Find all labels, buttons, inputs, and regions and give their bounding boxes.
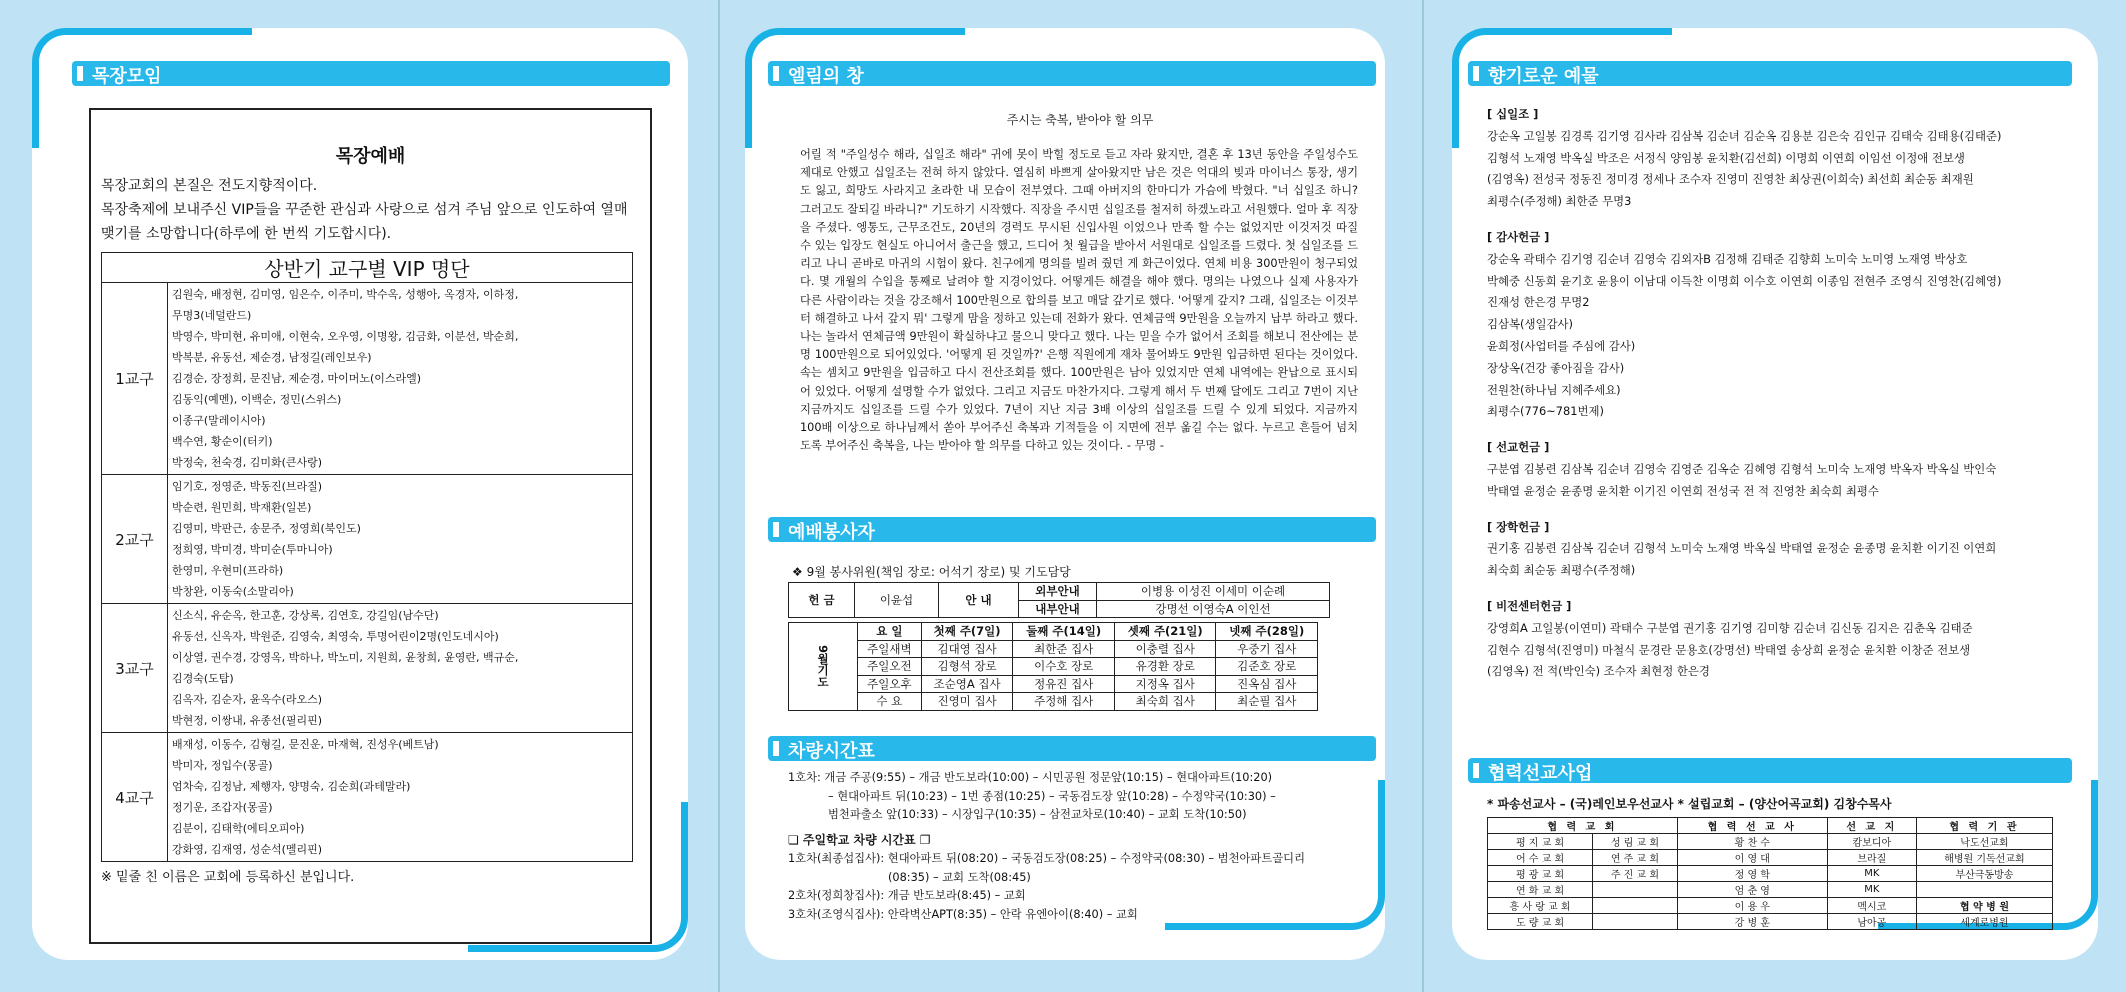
mission-cell: 낙도선교회: [1916, 834, 2052, 850]
mission-cell: 브라질: [1827, 850, 1916, 866]
offering-category-title: [ 감사헌금 ]: [1487, 229, 1550, 244]
offering-category-title: [ 선교헌금 ]: [1487, 440, 1550, 455]
vip-group-row: [102, 604, 633, 733]
mission-cell: 어 수 교 회: [1488, 850, 1593, 866]
section-header-service: 예배봉사자: [768, 517, 1376, 542]
mission-table: [1487, 817, 2053, 930]
mission-cell: 멕시코: [1827, 898, 1916, 914]
guide-inner-names: 강명선 이영숙A 이인선: [1097, 600, 1330, 618]
offering-names-line: 장상옥(건강 좋아짐을 감사): [1487, 360, 1625, 375]
prayer-cell: 수 요: [858, 693, 922, 711]
offering-names-line: 박혜중 신동희 윤기호 윤용이 이남대 이득찬 이명희 이수호 이연희 이종임 전현주 조영식 진영찬(김혜영): [1487, 273, 2002, 288]
prayer-cell: 주일오전: [858, 658, 922, 676]
offering-names-line: 강순옥 곽태수 김기영 김순녀 김영숙 김외자B 김정해 김태준 김향희 노미숙 노미영 노재영 박상호: [1487, 251, 1968, 266]
offering-list: [1487, 104, 2052, 683]
mission-cell: 도 량 교 회: [1488, 914, 1593, 930]
mission-cell: 연 주 교 회: [1593, 850, 1678, 866]
vip-names-line: 김경숙(도탐): [172, 672, 234, 685]
mission-cell: 황 찬 수: [1677, 834, 1827, 850]
essay-body: 어릴 적 "주일성수 해라, 십일조 해라" 귀에 못이 박힐 정도로 듣고 자라 왔지만, 결혼 후 13년 동안을 주일성수도 제대로 안했고 십일조는 전혀 하지 않았다. 열심히 바쁘게 살아왔지만 남은 것은 억대의 빚과 마이너스 통장, 생기도 잃고, 희망도 사라지고 초라한 내 모습이 전부였다. 그때 아버지의 한마디가 가슴에 박혔다. "너 십일조 하니? 그러고도 잘되길 바라니?" 기도하기 시작했다. 직장을 주시면 십일조를 철저히 하겠노라고 서원했다. 얼마 후 직장을 주셨다. 엥통도, 근무조건도, 20년의 경력도 무시된 신입사원 이었으나 만족 할 수는 없었지만 이것저것 따질 수 있는 입장도 현실도 아니어서 출근을 했고, 드디어 첫 월급을 받아서 서원대로 십일조를 드렸다. 첫 십일조를 드리고 나니 곧바로 마귀의 시험이 왔다. 친구에게 명의를 빌려 줬던 게 화근이었다. 연체 비용 300만원이 청구되었다. 몇 개월의 수입을 통째로 날려야 할 지경이었다. 어떻게든 해결을 해야 했다. 명의는 나였으나 실제 사용자가 다른 사람이라는 것을 강조해서 100만원으로 합의를 보고 매달 갚기로 했다. '어떻게 갚지? 그래, 십일조는 이것부터 해결하고 나서 갚지 뭐' 그렇게 맘을 정하고 있는데 전화가 왔다. 연체금액 9만원을 오늘까지 납부 하라고 했다. 나는 놀라서 연체금액 9만원이 확실하냐고 물으니 맞다고 했다. 나는 믿을 수가 없어서 조회를 해보니 전산에는 분명 100만원으로 되어있었다. '어떻게 된 것일까?' 은행 직원에게 재차 물어봐도 9만원 입금하면 된다는 것이었다. 속는 셈치고 9만원을 입금하고 다시 전산조회를 했다. 100만원은 남아 있었지만 연체 내역에는 완납으로 표시되어 있었다. 어떻게 설명할 수가 없었다. 그리고 지금도 마찬가지다. 그렇게 해서 두 번째 달에도 그리고 7번이 지난 지금까지도 십일조를 드릴 수가 있었다. 7년이 지난 지금 3배 이상의 십일조를 드릴 수 있게 되었다. 지금까지 100배 이상으로 하나님께서 쏟아 부어주신 축복과 기적들을 이 지면에 전부 옮길 수는 없다. 누르고 흔들어 넘치도록 부어주신 축복을, 나는 받아야 할 의무를 다하고 있는 것이다. - 무명 -: [800, 148, 1358, 453]
mission-cell: 캄보디아: [1827, 834, 1916, 850]
offering-names-line: 강영희A 고일봉(이연미) 곽태수 구분엽 권기홍 김기영 김미향 김순녀 김신동 김지은 김춘옥 김태준: [1487, 620, 1973, 635]
vip-names-line: 박복분, 유동선, 제순경, 남정길(레인보우): [172, 351, 372, 364]
offering-category-title: [ 장학헌금 ]: [1487, 519, 1550, 534]
fold-line-1: [718, 0, 720, 992]
guide-outer-label: 외부안내: [1019, 583, 1097, 601]
vip-names-line: 백수연, 황순이(터키): [172, 435, 273, 448]
vip-group-label: 3교구: [102, 604, 168, 733]
mission-cell: 남아공: [1827, 914, 1916, 930]
prayer-cell: 김대영 집사: [921, 640, 1013, 658]
prayer-cell: 최순필 집사: [1216, 693, 1318, 711]
vip-names-line: 박순련, 원민희, 박재환(일본): [172, 501, 312, 514]
vip-names-line: 박정숙, 천숙경, 김미화(큰사랑): [172, 456, 323, 469]
mission-cell: 세계로병원: [1916, 914, 2052, 930]
prayer-cell: 주일새벽: [858, 640, 922, 658]
vip-footnote: ※ 밑줄 친 이름은 교회에 등록하신 분입니다.: [101, 870, 355, 885]
mission-header-cell: 협 력 선 교 사: [1677, 818, 1827, 834]
mission-header-cell: 선 교 지: [1827, 818, 1916, 834]
vip-table-title: 상반기 교구별 VIP 명단: [102, 253, 633, 283]
prayer-cell: 김형석 장로: [921, 658, 1013, 676]
sunday-bus-heading: ❏ 주일학교 차량 시간표 ❐: [788, 832, 931, 847]
mission-cell: 엄 춘 영: [1677, 882, 1827, 898]
vip-names-line: 김영미, 박판근, 송문주, 정영희(북인도): [172, 522, 361, 535]
vip-names-line: 김원숙, 배정현, 김미영, 임은수, 이주미, 박수옥, 성행아, 옥경자, 이하정,: [172, 288, 519, 301]
vip-group-label: 2교구: [102, 475, 168, 604]
mission-header-cell: 협 력 기 관: [1916, 818, 2052, 834]
vip-names-line: 이상열, 권수경, 강영옥, 박하나, 박노미, 지원희, 윤창희, 윤영란, 백규순,: [172, 651, 519, 664]
vip-intro-2: 목장축제에 보내주신 VIP들을 꾸준한 관심과 사랑으로 섬겨 주님 앞으로 인도하여 열매 맺기를 소망합니다(하루에 한 번씩 기도합시다).: [101, 202, 628, 242]
offering-names-line: 김형석 노재영 박옥실 박조은 서정식 양임봉 윤치환(김선희) 이명희 이연희 이임선 이정애 전보생: [1487, 150, 1965, 165]
prayer-header-cell: 요 일: [858, 623, 922, 641]
mission-cell: 주 진 교 회: [1593, 866, 1678, 882]
offering-category-title: [ 비전센터헌금 ]: [1487, 598, 1572, 613]
bus-line: – 현대아파트 뒤(10:23) – 1번 종점(10:25) – 국동검도장 앞(10:28) – 수정약국(10:30) –: [828, 789, 1276, 803]
vip-box: [89, 108, 652, 944]
prayer-cell: 이충렬 집사: [1114, 640, 1216, 658]
prayer-cell: 주정해 집사: [1013, 693, 1115, 711]
vip-names-line: 배재성, 이동수, 김형길, 문진운, 마재혁, 진성우(베트남): [172, 738, 439, 751]
offering-guide-table: [788, 582, 1330, 618]
guide-outer-names: 이병용 이성진 이세미 이순례: [1097, 583, 1330, 601]
vip-names-line: 박영수, 박미현, 유미애, 이현숙, 오우영, 이명왕, 김금화, 이분선, 박순희,: [172, 330, 519, 343]
bus-line: 범천파출소 앞(10:33) – 시장입구(10:35) – 삼전교차로(10:40) – 교회 도착(10:50): [828, 808, 1247, 821]
prayer-cell: 진옥심 집사: [1216, 675, 1318, 693]
mission-header-cell: 협 력 교 회: [1488, 818, 1678, 834]
mission-heading: * 파송선교사 – (국)레인보우선교사 * 설립교회 – (양산어곡교회) 김창수목사: [1487, 797, 1892, 811]
vip-names-line: 김동익(예멘), 이백순, 정민(스위스): [172, 393, 342, 406]
prayer-cell: 지정옥 집사: [1114, 675, 1216, 693]
mission-cell: 협 약 병 원: [1916, 898, 2052, 914]
vip-group-label: 4교구: [102, 733, 168, 862]
fold-line-2: [1422, 0, 1424, 992]
guide-label: 안 내: [939, 583, 1019, 618]
mission-cell: MK: [1827, 882, 1916, 898]
offering-category-title: [ 십일조 ]: [1487, 107, 1539, 121]
mission-cell: 흥 사 랑 교 회: [1488, 898, 1593, 914]
vip-names-line: 박현정, 이쌍내, 유종선(필리핀): [172, 714, 323, 727]
offering-names-line: 최평수(776~781번제): [1487, 404, 1604, 419]
vip-group-label: 1교구: [102, 283, 168, 475]
prayer-cell: 최한준 집사: [1013, 640, 1115, 658]
offering-name: 이윤섭: [855, 583, 939, 618]
offering-names-line: 김삼복(생일감사): [1487, 317, 1573, 332]
section-header-bus: 차량시간표: [768, 736, 1376, 761]
vip-group-row: [102, 733, 633, 862]
section-header-elim: 엘림의 창: [768, 61, 1376, 86]
vip-names-line: 한영미, 우현미(프라하): [172, 564, 284, 577]
offering-names-line: 박태열 윤정순 윤종명 윤치환 이기진 이연희 전성국 전 적 진영찬 최숙희 최평수: [1487, 483, 1879, 498]
mission-cell: 이 용 우: [1677, 898, 1827, 914]
offering-names-line: 진재성 한은경 무명2: [1487, 295, 1590, 310]
vip-names-line: 박창완, 이동숙(소말리아): [172, 585, 294, 598]
offering-names-line: 윤희정(사업터를 주심에 감사): [1487, 338, 1636, 353]
decor-arc: [745, 28, 965, 148]
bus-line: 1호차: 개금 주공(9:55) – 개금 반도보라(10:00) – 시민공원 정문앞(10:15) – 현대아파트(10:20): [788, 771, 1273, 784]
offering-names-line: 구분엽 김봉련 김삼복 김순녀 김영숙 김영준 김옥순 김혜영 김형석 노미숙 노재영 박옥자 박옥실 박인숙: [1487, 461, 1997, 476]
vip-names-line: 유동선, 신옥자, 박원준, 김영숙, 최영숙, 투명어린이2명(인도네시아): [172, 630, 499, 643]
prayer-cell: 정유진 집사: [1013, 675, 1115, 693]
prayer-header-cell: 둘째 주(14일): [1013, 623, 1115, 641]
offering-names-line: 강순옥 고일봉 김경록 김기영 김사라 김삼복 김순녀 김순옥 김용분 김은숙 김인규 김태숙 김태용(김태준): [1487, 128, 2002, 143]
vip-names-line: 엄차숙, 김정남, 제행자, 양명숙, 김순희(과테말라): [172, 780, 411, 793]
prayer-cell: 이수호 장로: [1013, 658, 1115, 676]
essay-title: 주시는 축복, 받아야 할 의무: [1006, 113, 1154, 127]
prayer-cell: 유경환 장로: [1114, 658, 1216, 676]
mission-cell: [1916, 882, 2052, 898]
bus-schedule: [788, 769, 1358, 924]
mission-cell: [1593, 914, 1678, 930]
sunday-bus-line: 3호차(조영식집사): 안락벽산APT(8:35) – 안락 유엔아이(8:40) – 교회: [788, 907, 1138, 921]
service-heading: ❖ 9월 봉사위원(책임 장로: 어석기 장로) 및 기도담당: [792, 565, 1071, 579]
offering-names-line: 최숙희 최순동 최평수(주정해): [1487, 563, 1636, 578]
offering-label: 헌 금: [789, 583, 855, 618]
offering-names-line: (김영옥) 전성국 정동진 정미경 정세나 조수자 진영미 진영찬 최상권(이희숙) 최선희 최순동 최재원: [1487, 172, 1974, 187]
mission-cell: 이 영 대: [1677, 850, 1827, 866]
vip-intro-1: 목장교회의 본질은 전도지향적이다.: [101, 178, 318, 194]
prayer-cell: 주일오후: [858, 675, 922, 693]
vip-names-line: 김옥자, 김순자, 윤옥수(라오스): [172, 693, 323, 706]
section-header-mission: 협력선교사업: [1468, 758, 2072, 783]
offering-names-line: 전원찬(하나님 지혜주세요): [1487, 382, 1621, 397]
offering-names-line: (김영옥) 전 적(박인숙) 조수자 최현정 한은경: [1487, 664, 1710, 679]
vip-group-row: [102, 475, 633, 604]
section-header-mokjang: 목장모임: [72, 61, 670, 86]
prayer-header-cell: 첫째 주(7일): [921, 623, 1013, 641]
guide-inner-label: 내부안내: [1019, 600, 1097, 618]
mission-cell: 연 화 교 회: [1488, 882, 1593, 898]
vip-names-line: 신소식, 유순옥, 한고훈, 강상록, 김연호, 강길임(남수단): [172, 609, 439, 622]
prayer-header-cell: 셋째 주(21일): [1114, 623, 1216, 641]
prayer-table: [788, 622, 1318, 711]
mission-cell: MK: [1827, 866, 1916, 882]
vip-names-line: 박미자, 정입수(몽골): [172, 759, 273, 772]
mission-cell: 성 림 교 회: [1593, 834, 1678, 850]
prayer-cell: 김준호 장로: [1216, 658, 1318, 676]
vip-table: [101, 252, 633, 862]
sunday-bus-line: (08:35) – 교회 도착(08:45): [888, 870, 1031, 884]
offering-names-line: 김현수 김형석(진영미) 마철식 문경란 문용호(강명선) 박태열 송상희 윤정순 윤치환 이창준 전보생: [1487, 642, 1971, 657]
vip-names-line: 강화영, 김재영, 성순석(멜리핀): [172, 843, 323, 856]
mission-cell: 강 병 훈: [1677, 914, 1827, 930]
mission-cell: 정 영 학: [1677, 866, 1827, 882]
vip-names-line: 김분이, 김태학(에티오피아): [172, 822, 305, 835]
prayer-cell: 최숙희 집사: [1114, 693, 1216, 711]
mission-cell: [1593, 898, 1678, 914]
prayer-header-cell: 넷째 주(28일): [1216, 623, 1318, 641]
vip-group-row: [102, 283, 633, 475]
vip-names-line: 이종구(말레이시아): [172, 414, 266, 427]
sunday-bus-line: 2호차(정희창집사): 개금 반도보라(8:45) – 교회: [788, 889, 1026, 902]
offering-names-line: 최평수(주정해) 최한준 무명3: [1487, 194, 1632, 209]
sunday-bus-line: 1호차(최종섭집사): 현대아파트 뒤(08:20) – 국동검도장(08:25) – 수정약국(08:30) – 범천아파트골디리: [788, 852, 1305, 865]
mission-cell: [1593, 882, 1678, 898]
offering-names-line: 권기홍 김봉련 김삼복 김순녀 김형석 노미숙 노재영 박옥실 박태열 윤정순 윤종명 윤치환 이기진 이연희: [1487, 541, 1997, 556]
vip-names-line: 무명3(네덜란드): [172, 309, 252, 322]
section-header-offering: 향기로운 예물: [1468, 61, 2072, 86]
vip-names-line: 정희영, 박미경, 박미순(투마니아): [172, 543, 333, 556]
mission-cell: 평 광 교 회: [1488, 866, 1593, 882]
vip-names-line: 임기호, 정영준, 박동진(브라질): [172, 480, 323, 493]
vip-names-line: 김경순, 장정희, 문진남, 제순경, 마이머노(이스라엘): [172, 372, 422, 385]
prayer-side-label: 9월기도: [789, 623, 858, 711]
mission-cell: 평 지 교 회: [1488, 834, 1593, 850]
vip-heading: 목장예배: [335, 146, 406, 167]
vip-names-line: 정기운, 조갑자(몽골): [172, 801, 273, 814]
prayer-cell: 조순영A 집사: [921, 675, 1013, 693]
prayer-cell: 진영미 집사: [921, 693, 1013, 711]
prayer-cell: 우중기 집사: [1216, 640, 1318, 658]
mission-cell: 해병원 기독선교회: [1916, 850, 2052, 866]
mission-cell: 부산극동방송: [1916, 866, 2052, 882]
